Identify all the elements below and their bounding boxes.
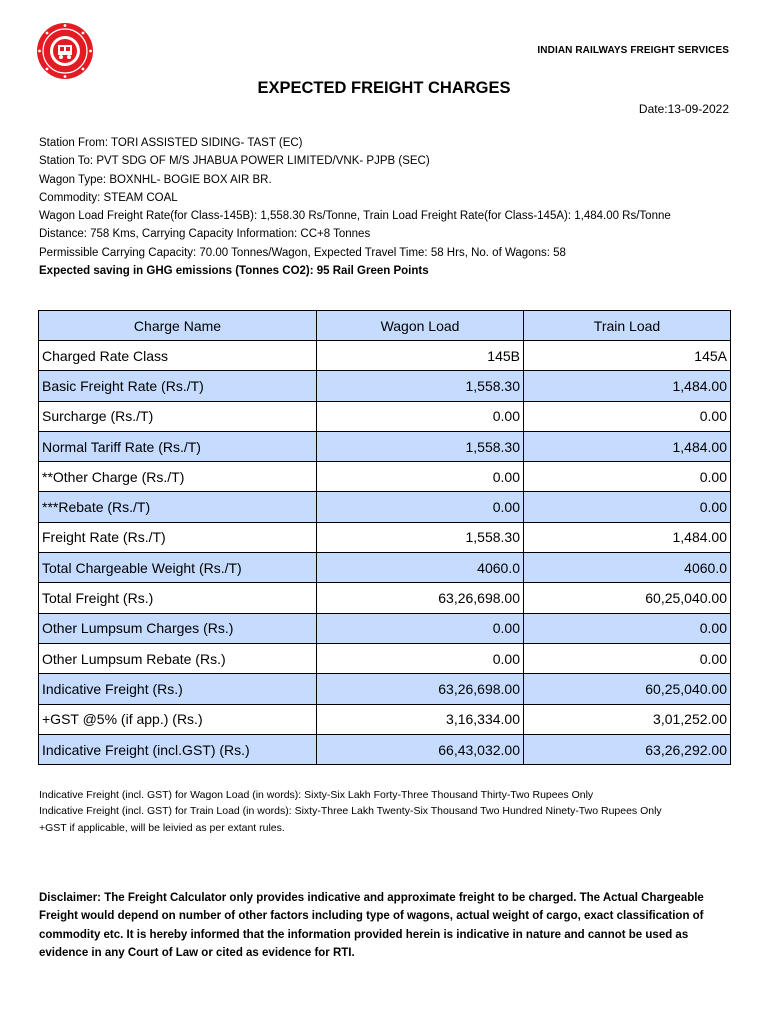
wagon-load-cell: 0.00 bbox=[317, 462, 524, 492]
wagon-load-cell: 66,43,032.00 bbox=[317, 734, 524, 764]
charge-name-cell: +GST @5% (if app.) (Rs.) bbox=[39, 704, 317, 734]
train-load-cell: 3,01,252.00 bbox=[524, 704, 731, 734]
train-load-cell: 60,25,040.00 bbox=[524, 674, 731, 704]
shipment-info bbox=[39, 134, 739, 280]
train-load-cell: 4060.0 bbox=[524, 553, 731, 583]
table-row bbox=[39, 704, 731, 734]
column-header: Train Load bbox=[524, 311, 731, 341]
capacity-info: Permissible Carrying Capacity: 70.00 Tonnes/Wagon, Expected Travel Time: 58 Hrs, No. of Wagons: 58 bbox=[39, 246, 566, 259]
charge-name-cell: Indicative Freight (incl.GST) (Rs.) bbox=[39, 734, 317, 764]
indian-railways-emblem-icon bbox=[36, 22, 94, 80]
ghg-savings: Expected saving in GHG emissions (Tonnes CO2): 95 Rail Green Points bbox=[39, 265, 429, 278]
wagon-load-cell: 3,16,334.00 bbox=[317, 704, 524, 734]
charge-name-cell: **Other Charge (Rs./T) bbox=[39, 462, 317, 492]
page-title: EXPECTED FREIGHT CHARGES bbox=[257, 79, 511, 97]
train-load-cell: 60,25,040.00 bbox=[524, 583, 731, 613]
table-header-row bbox=[39, 311, 731, 341]
wagon-load-cell: 1,558.30 bbox=[317, 371, 524, 401]
train-load-cell: 1,484.00 bbox=[524, 522, 731, 552]
table-row bbox=[39, 492, 731, 522]
train-load-cell: 63,26,292.00 bbox=[524, 734, 731, 764]
wagon-load-cell: 0.00 bbox=[317, 613, 524, 643]
wagon-load-in-words: Indicative Freight (incl. GST) for Wagon Load (in words): Sixty-Six Lakh Forty-Three Thousand Thirty-Two Rupees Only bbox=[39, 789, 594, 801]
wagon-load-cell: 145B bbox=[317, 341, 524, 371]
table-row bbox=[39, 583, 731, 613]
charge-name-cell: Normal Tariff Rate (Rs./T) bbox=[39, 431, 317, 461]
wagon-load-cell: 0.00 bbox=[317, 401, 524, 431]
charge-name-cell: Freight Rate (Rs./T) bbox=[39, 522, 317, 552]
wagon-load-cell: 63,26,698.00 bbox=[317, 583, 524, 613]
table-row bbox=[39, 674, 731, 704]
table-row bbox=[39, 522, 731, 552]
train-load-cell: 145A bbox=[524, 341, 731, 371]
table-row bbox=[39, 341, 731, 371]
train-load-cell: 1,484.00 bbox=[524, 371, 731, 401]
charge-name-cell: Indicative Freight (Rs.) bbox=[39, 674, 317, 704]
train-load-in-words: Indicative Freight (incl. GST) for Train Load (in words): Sixty-Three Lakh Twenty-Six Thousand Two Hundred Ninety-Two Rupees Only bbox=[39, 805, 662, 818]
train-load-cell: 0.00 bbox=[524, 643, 731, 673]
charge-name-cell: Surcharge (Rs./T) bbox=[39, 401, 317, 431]
charge-name-cell: Charged Rate Class bbox=[39, 341, 317, 371]
train-load-cell: 0.00 bbox=[524, 401, 731, 431]
table-row bbox=[39, 734, 731, 764]
train-load-cell: 0.00 bbox=[524, 492, 731, 522]
table-row bbox=[39, 613, 731, 643]
station-to: Station To: PVT SDG OF M/S JHABUA POWER LIMITED/VNK- PJPB (SEC) bbox=[39, 155, 430, 168]
wagon-load-cell: 0.00 bbox=[317, 643, 524, 673]
charge-name-cell: Other Lumpsum Rebate (Rs.) bbox=[39, 643, 317, 673]
charge-name-cell: Other Lumpsum Charges (Rs.) bbox=[39, 613, 317, 643]
table-row bbox=[39, 462, 731, 492]
table-row bbox=[39, 553, 731, 583]
table-row bbox=[39, 371, 731, 401]
disclaimer: Disclaimer: The Freight Calculator only provides indicative and approximate freight to be charged. The Actual Chargeable Freight would depend on number of other factors including type of wagons, actual weight of cargo, exact classification of commodity etc. It is hereby informed that the information provided herein is indicative in nature and cannot be used as evidence in any Court of Law or cited as evidence for RTI. bbox=[39, 892, 704, 959]
train-load-cell: 1,484.00 bbox=[524, 431, 731, 461]
commodity: Commodity: STEAM COAL bbox=[39, 191, 178, 204]
distance-info: Distance: 758 Kms, Carrying Capacity Information: CC+8 Tonnes bbox=[39, 228, 371, 241]
column-header: Wagon Load bbox=[317, 311, 524, 341]
charge-name-cell: Basic Freight Rate (Rs./T) bbox=[39, 371, 317, 401]
wagon-type: Wagon Type: BOXNHL- BOGIE BOX AIR BR. bbox=[39, 173, 272, 186]
charge-name-cell: ***Rebate (Rs./T) bbox=[39, 492, 317, 522]
station-from: Station From: TORI ASSISTED SIDING- TAST (EC) bbox=[39, 137, 303, 149]
gst-note: +GST if applicable, will be leivied as per extant rules. bbox=[39, 821, 285, 834]
wagon-load-cell: 4060.0 bbox=[317, 553, 524, 583]
freight-rates: Wagon Load Freight Rate(for Class-145B): 1,558.30 Rs/Tonne, Train Load Freight Rate(for Class-145A): 1,484.00 Rs/Tonne bbox=[39, 210, 671, 223]
charge-name-cell: Total Freight (Rs.) bbox=[39, 583, 317, 613]
wagon-load-cell: 1,558.30 bbox=[317, 522, 524, 552]
train-load-cell: 0.00 bbox=[524, 462, 731, 492]
organization-name: INDIAN RAILWAYS FREIGHT SERVICES bbox=[537, 45, 729, 56]
document-date: Date:13-09-2022 bbox=[638, 102, 729, 116]
table-row bbox=[39, 401, 731, 431]
column-header: Charge Name bbox=[39, 311, 317, 341]
wagon-load-cell: 0.00 bbox=[317, 492, 524, 522]
table-row bbox=[39, 643, 731, 673]
charge-name-cell: Total Chargeable Weight (Rs./T) bbox=[39, 553, 317, 583]
freight-charges-table bbox=[38, 310, 731, 765]
wagon-load-cell: 63,26,698.00 bbox=[317, 674, 524, 704]
wagon-load-cell: 1,558.30 bbox=[317, 431, 524, 461]
table-row bbox=[39, 431, 731, 461]
amount-in-words bbox=[39, 787, 739, 836]
train-load-cell: 0.00 bbox=[524, 613, 731, 643]
